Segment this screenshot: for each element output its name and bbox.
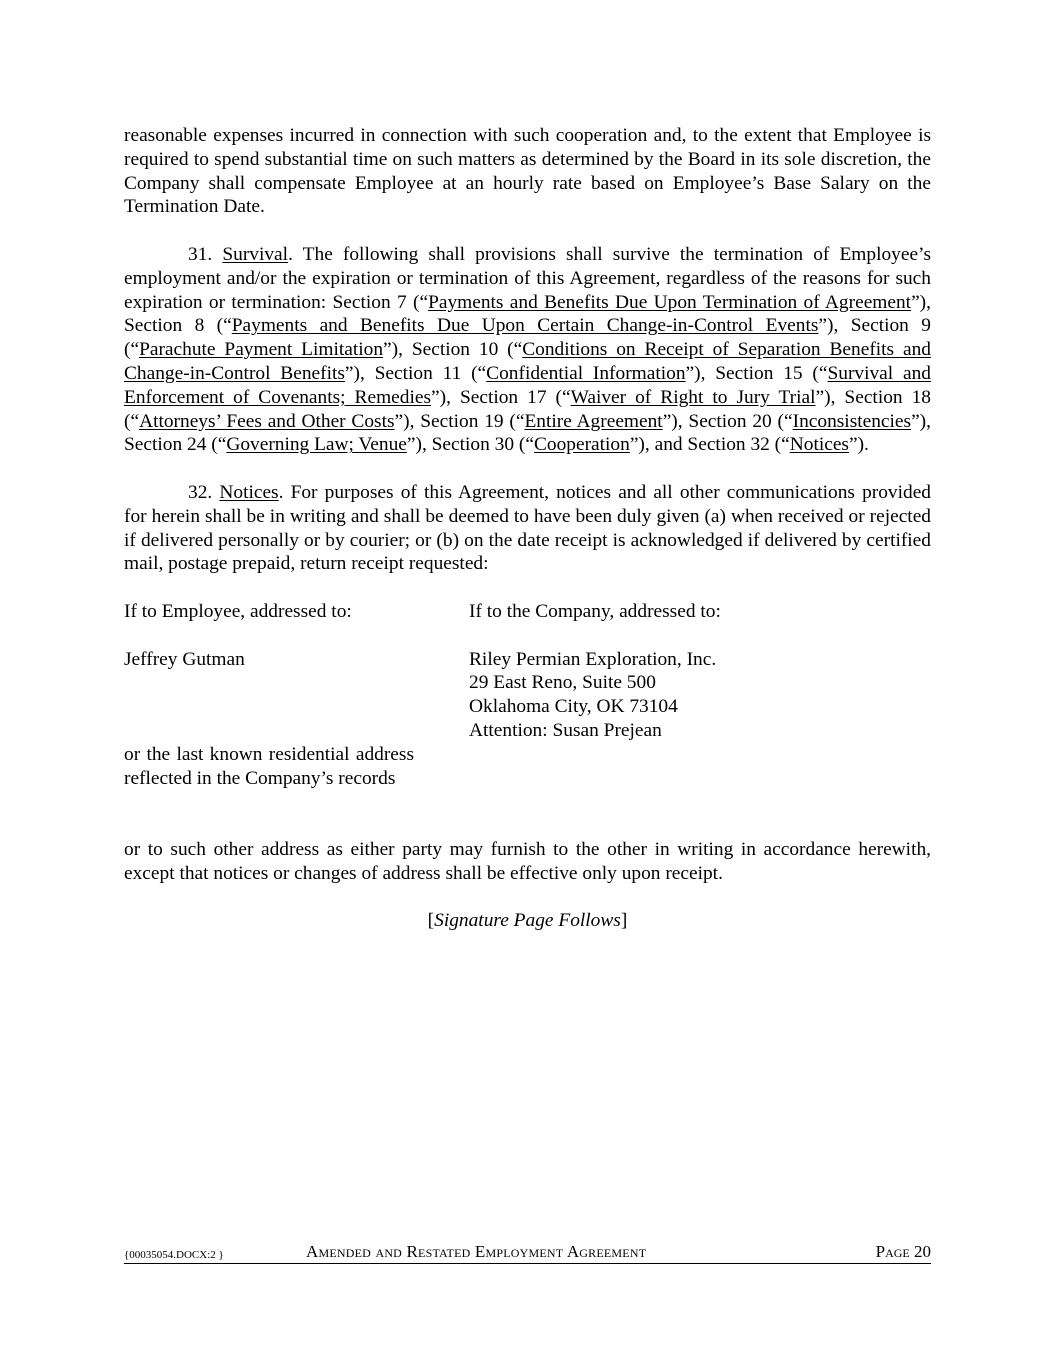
employee-address-column bbox=[124, 600, 414, 790]
section-31-text: ”), Section 9 (“ bbox=[124, 315, 931, 361]
footer-doc-id: {00035054.DOCX:2 } bbox=[124, 1249, 224, 1261]
signature-page-note bbox=[124, 909, 931, 933]
section-32-number: 32. bbox=[188, 481, 220, 503]
document-page bbox=[124, 124, 931, 933]
section-ref: Conditions on Receipt of Separation Benefits and Change-in-Control Benefits bbox=[124, 339, 931, 384]
section-31-text: ”), Section 15 (“ bbox=[685, 362, 828, 384]
section-31-text: ”), Section 11 (“ bbox=[344, 362, 487, 384]
section-31-text: ”), Section 10 (“ bbox=[383, 339, 523, 361]
section-31-text: ”), Section 19 (“ bbox=[394, 410, 525, 432]
footer-title: Amended and Restated Employment Agreement bbox=[306, 1242, 647, 1261]
section-31-text: ”), Section 18 (“ bbox=[124, 386, 931, 432]
bracket-open: [ bbox=[427, 910, 435, 932]
section-ref: Entire Agreement bbox=[524, 410, 663, 432]
section-32-text: . For purposes of this Agreement, notices and all other communications provided for herein shall be in writing and shall be deemed to have been duly given (a) when received or rejected if delivered personally or by courier; or (b) on the date receipt is acknowledged if delivered by certified mail, postage prepaid, return receipt requested: bbox=[124, 481, 932, 575]
bracket-close: ] bbox=[620, 910, 628, 932]
section-31-text: ”), Section 17 (“ bbox=[431, 386, 571, 408]
section-ref: Parachute Payment Limitation bbox=[139, 339, 384, 361]
signature-note-text: Signature Page Follows bbox=[434, 910, 621, 932]
section-31-text: ”), and Section 32 (“ bbox=[629, 434, 790, 456]
section-ref: Inconsistencies bbox=[792, 410, 912, 432]
section-31-paragraph bbox=[124, 243, 931, 457]
section-ref: Confidential Information bbox=[486, 362, 686, 384]
employee-name: Jeffrey Gutman bbox=[124, 648, 245, 670]
company-address-line: Riley Permian Exploration, Inc. bbox=[469, 648, 717, 670]
section-31-text: . The following shall provisions shall survive the termination of Employee’s employment and/or the expiration or termination of this Agreement, regardless of the reasons for such expiration or termination: Section 7 (“ bbox=[124, 243, 931, 313]
address-block bbox=[124, 600, 931, 814]
section-31-number: 31. bbox=[188, 243, 223, 265]
company-address-line: 29 East Reno, Suite 500 bbox=[469, 672, 656, 694]
section-ref: Payments and Benefits Due Upon Certain Change-in-Control Events bbox=[231, 315, 819, 337]
company-address-column bbox=[469, 600, 931, 743]
footer-page-number: Page 20 bbox=[875, 1242, 931, 1261]
section-31-text: ”), Section 20 (“ bbox=[662, 410, 793, 432]
section-ref: Cooperation bbox=[533, 434, 630, 456]
section-ref: Survival and Enforcement of Covenants; Remedies bbox=[124, 362, 931, 408]
section-ref: Governing Law; Venue bbox=[226, 434, 407, 456]
section-ref: Notices bbox=[789, 434, 849, 456]
section-31-text: ”), Section 24 (“ bbox=[124, 410, 931, 456]
company-address-label: If to the Company, addressed to: bbox=[469, 600, 721, 622]
section-ref: Attorneys’ Fees and Other Costs bbox=[139, 410, 395, 432]
section-31-text: ”), Section 30 (“ bbox=[406, 434, 534, 456]
section-31-heading: Survival bbox=[222, 243, 289, 265]
section-ref: Waiver of Right to Jury Trial bbox=[570, 386, 816, 408]
section-ref: Payments and Benefits Due Upon Termination of Agreement bbox=[428, 291, 912, 313]
closing-paragraph: or to such other address as either party may furnish to the other in writing in accordance herewith, except that notices or changes of address shall be effective only upon receipt. bbox=[124, 838, 931, 884]
section-31-text: ”), Section 8 (“ bbox=[124, 291, 931, 337]
page-footer bbox=[124, 1239, 931, 1264]
section-32-paragraph bbox=[124, 481, 931, 576]
section-32-heading: Notices bbox=[219, 481, 279, 503]
employee-address-label: If to Employee, addressed to: bbox=[124, 600, 352, 622]
company-address-line: Oklahoma City, OK 73104 bbox=[469, 696, 678, 718]
intro-paragraph: reasonable expenses incurred in connection with such cooperation and, to the extent that Employee is required to spend substantial time on such matters as determined by the Board in its sole discretion, the Company shall compensate Employee at an hourly rate based on Employee’s Base Salary on the Termination Date. bbox=[124, 125, 931, 218]
section-31-text: ”). bbox=[848, 434, 869, 456]
company-address-line: Attention: Susan Prejean bbox=[469, 719, 662, 741]
employee-address-note: or the last known residential address reflected in the Company’s records bbox=[124, 743, 414, 789]
